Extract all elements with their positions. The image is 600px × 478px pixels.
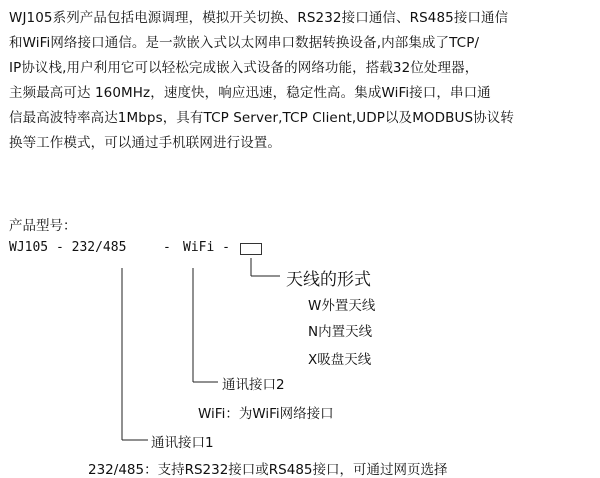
description-line: WJ105系列产品包括电源调理，模拟开关切换、RS232接口通信、RS485接口通信 — [9, 10, 509, 26]
interface2-description: WiFi：为WiFi网络接口 — [198, 406, 334, 422]
model-heading: 产品型号： — [9, 218, 77, 234]
description-line: 主频最高可达 160MHz，速度快，响应迅速，稳定性高。集成WiFi接口，串口通 — [9, 85, 491, 101]
interface2-label: 通讯接口2 — [222, 377, 285, 393]
model-code-main: WJ105 - 232/485 — [9, 240, 127, 255]
antenna-option-suction: X吸盘天线 — [308, 352, 372, 368]
description-line: 换等工作模式，可以通过手机联网进行设置。 — [9, 135, 281, 151]
interface1-label: 通讯接口1 — [151, 435, 214, 451]
antenna-title: 天线的形式 — [286, 270, 371, 290]
model-code-separator: - — [163, 240, 171, 255]
antenna-option-external: W外置天线 — [308, 298, 376, 314]
description-line: 和WiFi网络接口通信。是一款嵌入式以太网串口数据转换设备,内部集成了TCP/ — [9, 35, 480, 51]
description-line: IP协议栈,用户利用它可以轻松完成嵌入式设备的网络功能，搭载32位处理器， — [9, 60, 479, 76]
interface1-description: 232/485：支持RS232接口或RS485接口，可通过网页选择 — [88, 462, 448, 478]
model-code-wifi: WiFi - — [183, 240, 230, 255]
antenna-option-internal: N内置天线 — [308, 324, 373, 340]
description-line: 信最高波特率高达1Mbps，具有TCP Server,TCP Client,UDP以及MODBUS协议转 — [9, 110, 514, 126]
